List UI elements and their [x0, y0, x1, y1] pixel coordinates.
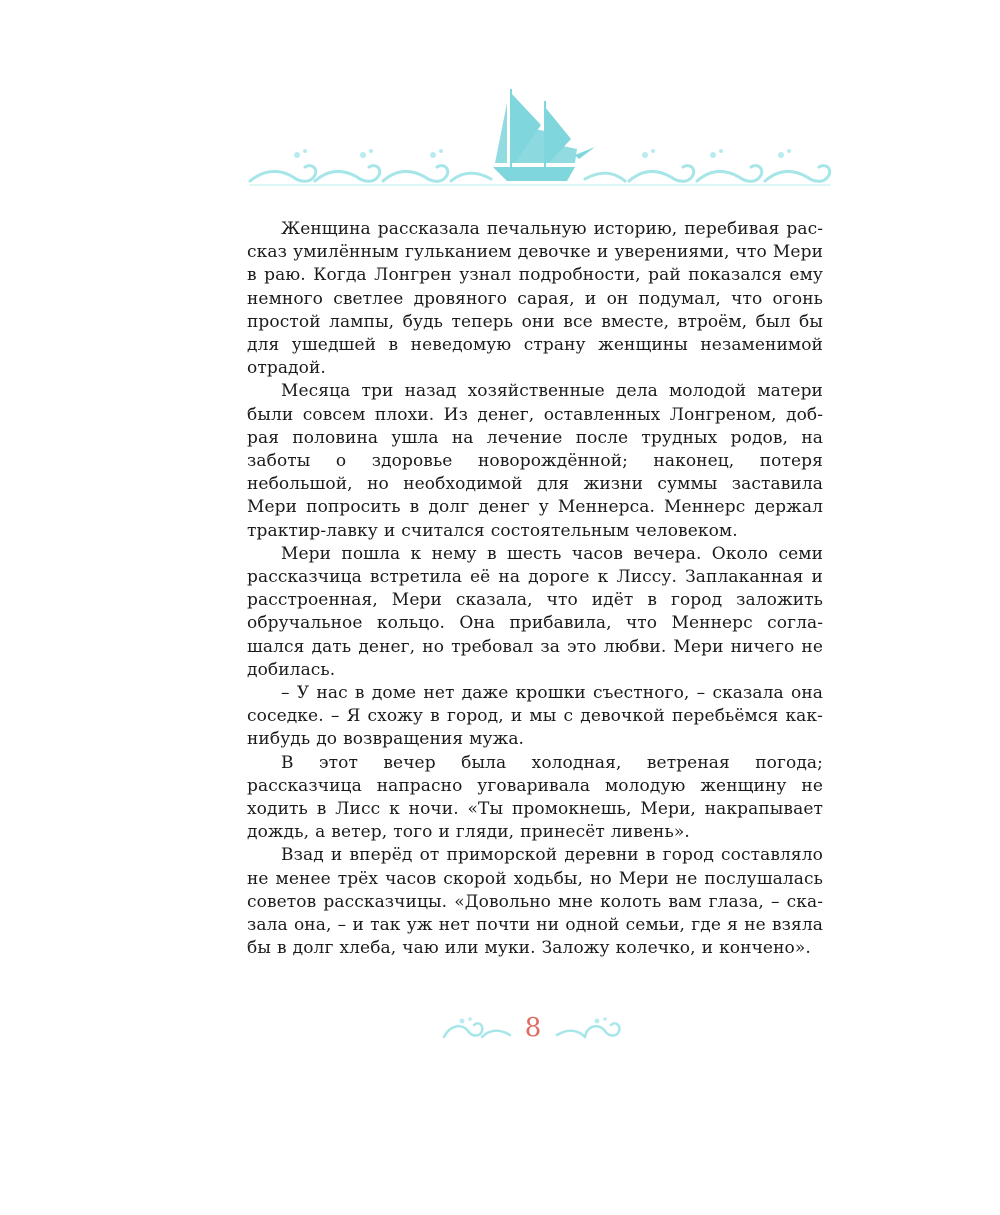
- paragraph: Месяца три назад хозяйственные дела молодой матери были совсем плохи. Из денег, оставленных Лонгреном, добрая половина ушла на лечение после трудных родов, на заботы о здоровье новорождённой; наконец, потеря небольшой, но необходимой для жизни суммы заставила Мери попросить в долг денег у Меннерса. Меннерс держал трактир-лавку и считался состоятельным человеком.: [247, 381, 823, 541]
- page-number: 8: [524, 1013, 542, 1043]
- paragraph: Мери пошла к нему в шесть часов вечера. Около семи рассказчица встретила её на дороге к Лиссу. Заплаканная и расстроенная, Мери сказала, что идёт в город заложить обручальное кольцо. Она прибавила, что Меннерс соглашался дать денег, но требовал за это любви. Мери ничего не добилась.: [247, 543, 823, 680]
- page-footer: [430, 1005, 630, 1053]
- wave-swirl-right-icon: [555, 1015, 627, 1043]
- body-text: [247, 218, 823, 961]
- paragraph: В этот вечер была холодная, ветреная погода; рассказчица напрасно уговаривала молодую женщину не ходить в Лисс к ночи. «Ты промокнешь, Мери, накрапывает дождь, а ветер, того и гляди, принесёт ливень».: [247, 752, 823, 843]
- wave-swirl-left-icon: [440, 1015, 512, 1043]
- header-ornament: [245, 85, 835, 195]
- ship-waves-ornament-icon: [245, 85, 835, 195]
- paragraph: Женщина рассказала печальную историю, перебивая рассказ умилённым гульканием девочке и уверениями, что Мери в раю. Когда Лонгрен узнал подробности, рай показался ему немного светлее дровяного сарая, и он подумал, что огонь простой лампы, будь теперь они все вместе, втроём, был бы для ушедшей в неведомую страну женщины незаменимой отрадой.: [247, 219, 823, 379]
- paragraph: Взад и вперёд от приморской деревни в город составляло не менее трёх часов скорой ходьбы, но Мери не послушалась советов рассказчицы. «Довольно мне колоть вам глаза, – сказала она, – и так уж нет почти ни одной семьи, где я не взяла бы в долг хлеба, чаю или муки. Заложу колечко, и кончено».: [247, 845, 823, 959]
- paragraph: – У нас в доме нет даже крошки съестного, – сказала она соседке. – Я схожу в город, и мы с девочкой перебьёмся как-нибудь до возвращения мужа.: [247, 683, 823, 750]
